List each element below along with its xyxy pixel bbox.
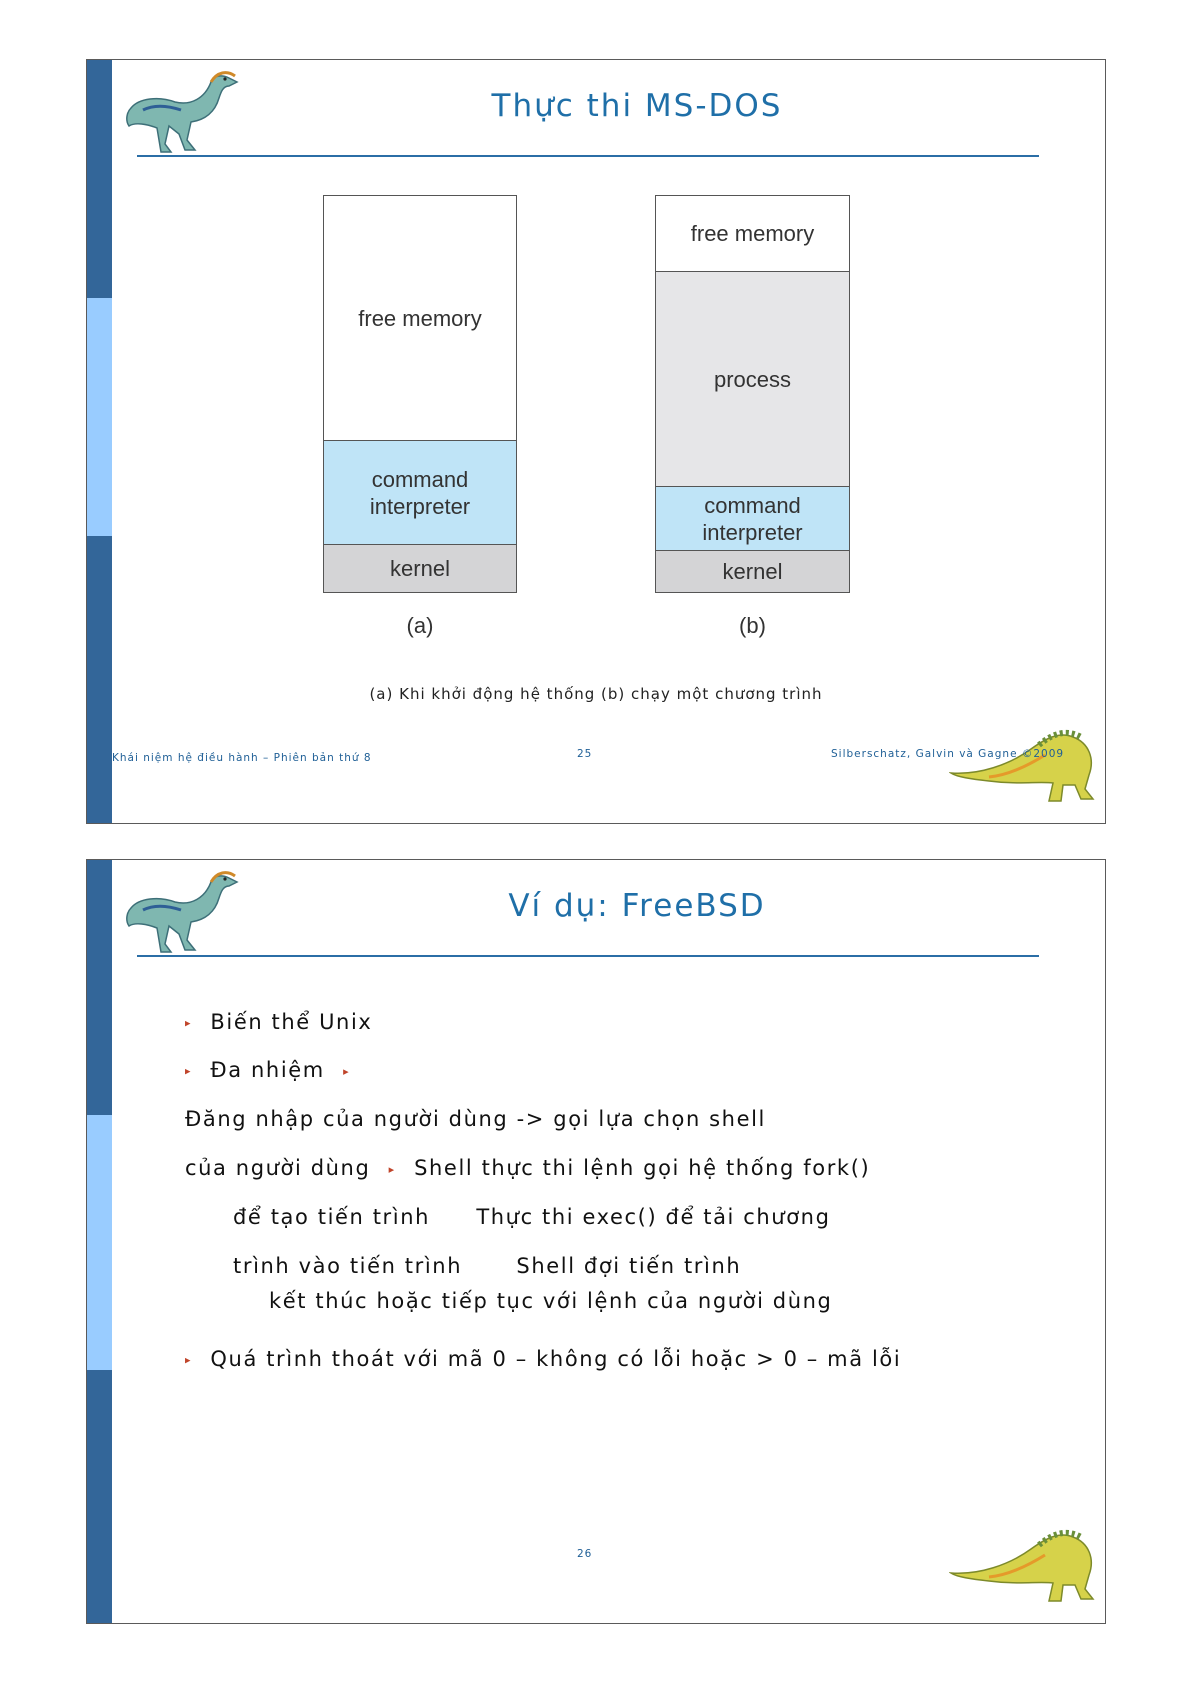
list-item-text: trình vào tiến trình: [233, 1254, 463, 1278]
title-divider: [137, 155, 1039, 157]
slide-sidebar: [87, 60, 112, 823]
kernel-block: [323, 544, 517, 593]
kernel-label: kernel: [390, 556, 450, 581]
figure-caption: (a) Khi khởi động hệ thống (b) chạy một chương trình: [369, 685, 823, 703]
diagram-label-b: (b): [739, 613, 766, 638]
command-interpreter-label: command interpreter: [702, 492, 803, 545]
kernel-label: kernel: [722, 559, 783, 584]
list-item: [233, 1205, 831, 1229]
diagram-label-a: (a): [406, 613, 434, 638]
free-memory-block: [323, 195, 517, 441]
list-item-text: kết thúc hoặc tiếp tục với lệnh của người dùng: [269, 1289, 833, 1313]
page-number: 26: [577, 1548, 593, 1560]
memory-diagram-a: [323, 195, 517, 638]
slide-title: Ví dụ: FreeBSD: [508, 888, 766, 924]
kernel-block: [655, 550, 850, 593]
slide-25: [86, 59, 1106, 824]
command-interpreter-block: [655, 486, 850, 551]
slide-26: [86, 859, 1106, 1624]
list-item: [185, 1107, 766, 1131]
free-memory-block: [655, 195, 850, 272]
process-block: [655, 271, 850, 487]
command-interpreter-block: [323, 440, 517, 545]
free-memory-label: free memory: [358, 305, 482, 331]
dinosaur-mascot-icon: [949, 1515, 1099, 1610]
page-number: 25: [577, 748, 593, 760]
list-item-text: Đăng nhập của người dùng -> gọi lựa chọn shell: [185, 1107, 766, 1131]
list-item-text: Đa nhiệm: [210, 1058, 325, 1082]
list-item: [185, 1010, 372, 1034]
slide-sidebar: [87, 860, 112, 1623]
process-label: process: [713, 366, 792, 392]
slide-title: Thực thi MS-DOS: [491, 88, 783, 124]
list-item: [269, 1289, 833, 1313]
footer-course-title: Khái niệm hệ điều hành – Phiên bản thứ 8: [112, 752, 372, 764]
free-memory-label: free memory: [690, 221, 815, 246]
list-item-text: Shell đợi tiến trình: [516, 1254, 742, 1278]
dinosaur-mascot-icon: [949, 715, 1099, 810]
list-item-text: của người dùng: [185, 1156, 371, 1180]
bullet-icon: ▸: [388, 1162, 396, 1176]
memory-diagram-b: [655, 195, 850, 638]
list-item-text: Thực thi exec() để tải chương: [476, 1205, 831, 1229]
bullet-icon: ▸: [185, 1064, 193, 1078]
list-item-text: Biến thể Unix: [210, 1010, 373, 1034]
list-item: [233, 1254, 741, 1278]
bullet-icon: ▸: [343, 1064, 351, 1078]
footer-copyright: Silberschatz, Galvin và Gagne ©2009: [831, 748, 1065, 760]
list-item: [185, 1058, 350, 1082]
list-item-text: để tạo tiến trình: [233, 1205, 431, 1229]
list-item-text: Quá trình thoát với mã 0 – không có lỗi hoặc > 0 – mã lỗi: [210, 1347, 902, 1371]
list-item: [185, 1347, 901, 1371]
list-item: [185, 1156, 870, 1180]
bullet-icon: ▸: [185, 1353, 193, 1367]
command-interpreter-label: command interpreter: [369, 466, 471, 519]
title-divider: [137, 955, 1039, 957]
bullet-icon: ▸: [185, 1016, 193, 1030]
list-item-text: Shell thực thi lệnh gọi hệ thống fork(): [414, 1156, 871, 1180]
